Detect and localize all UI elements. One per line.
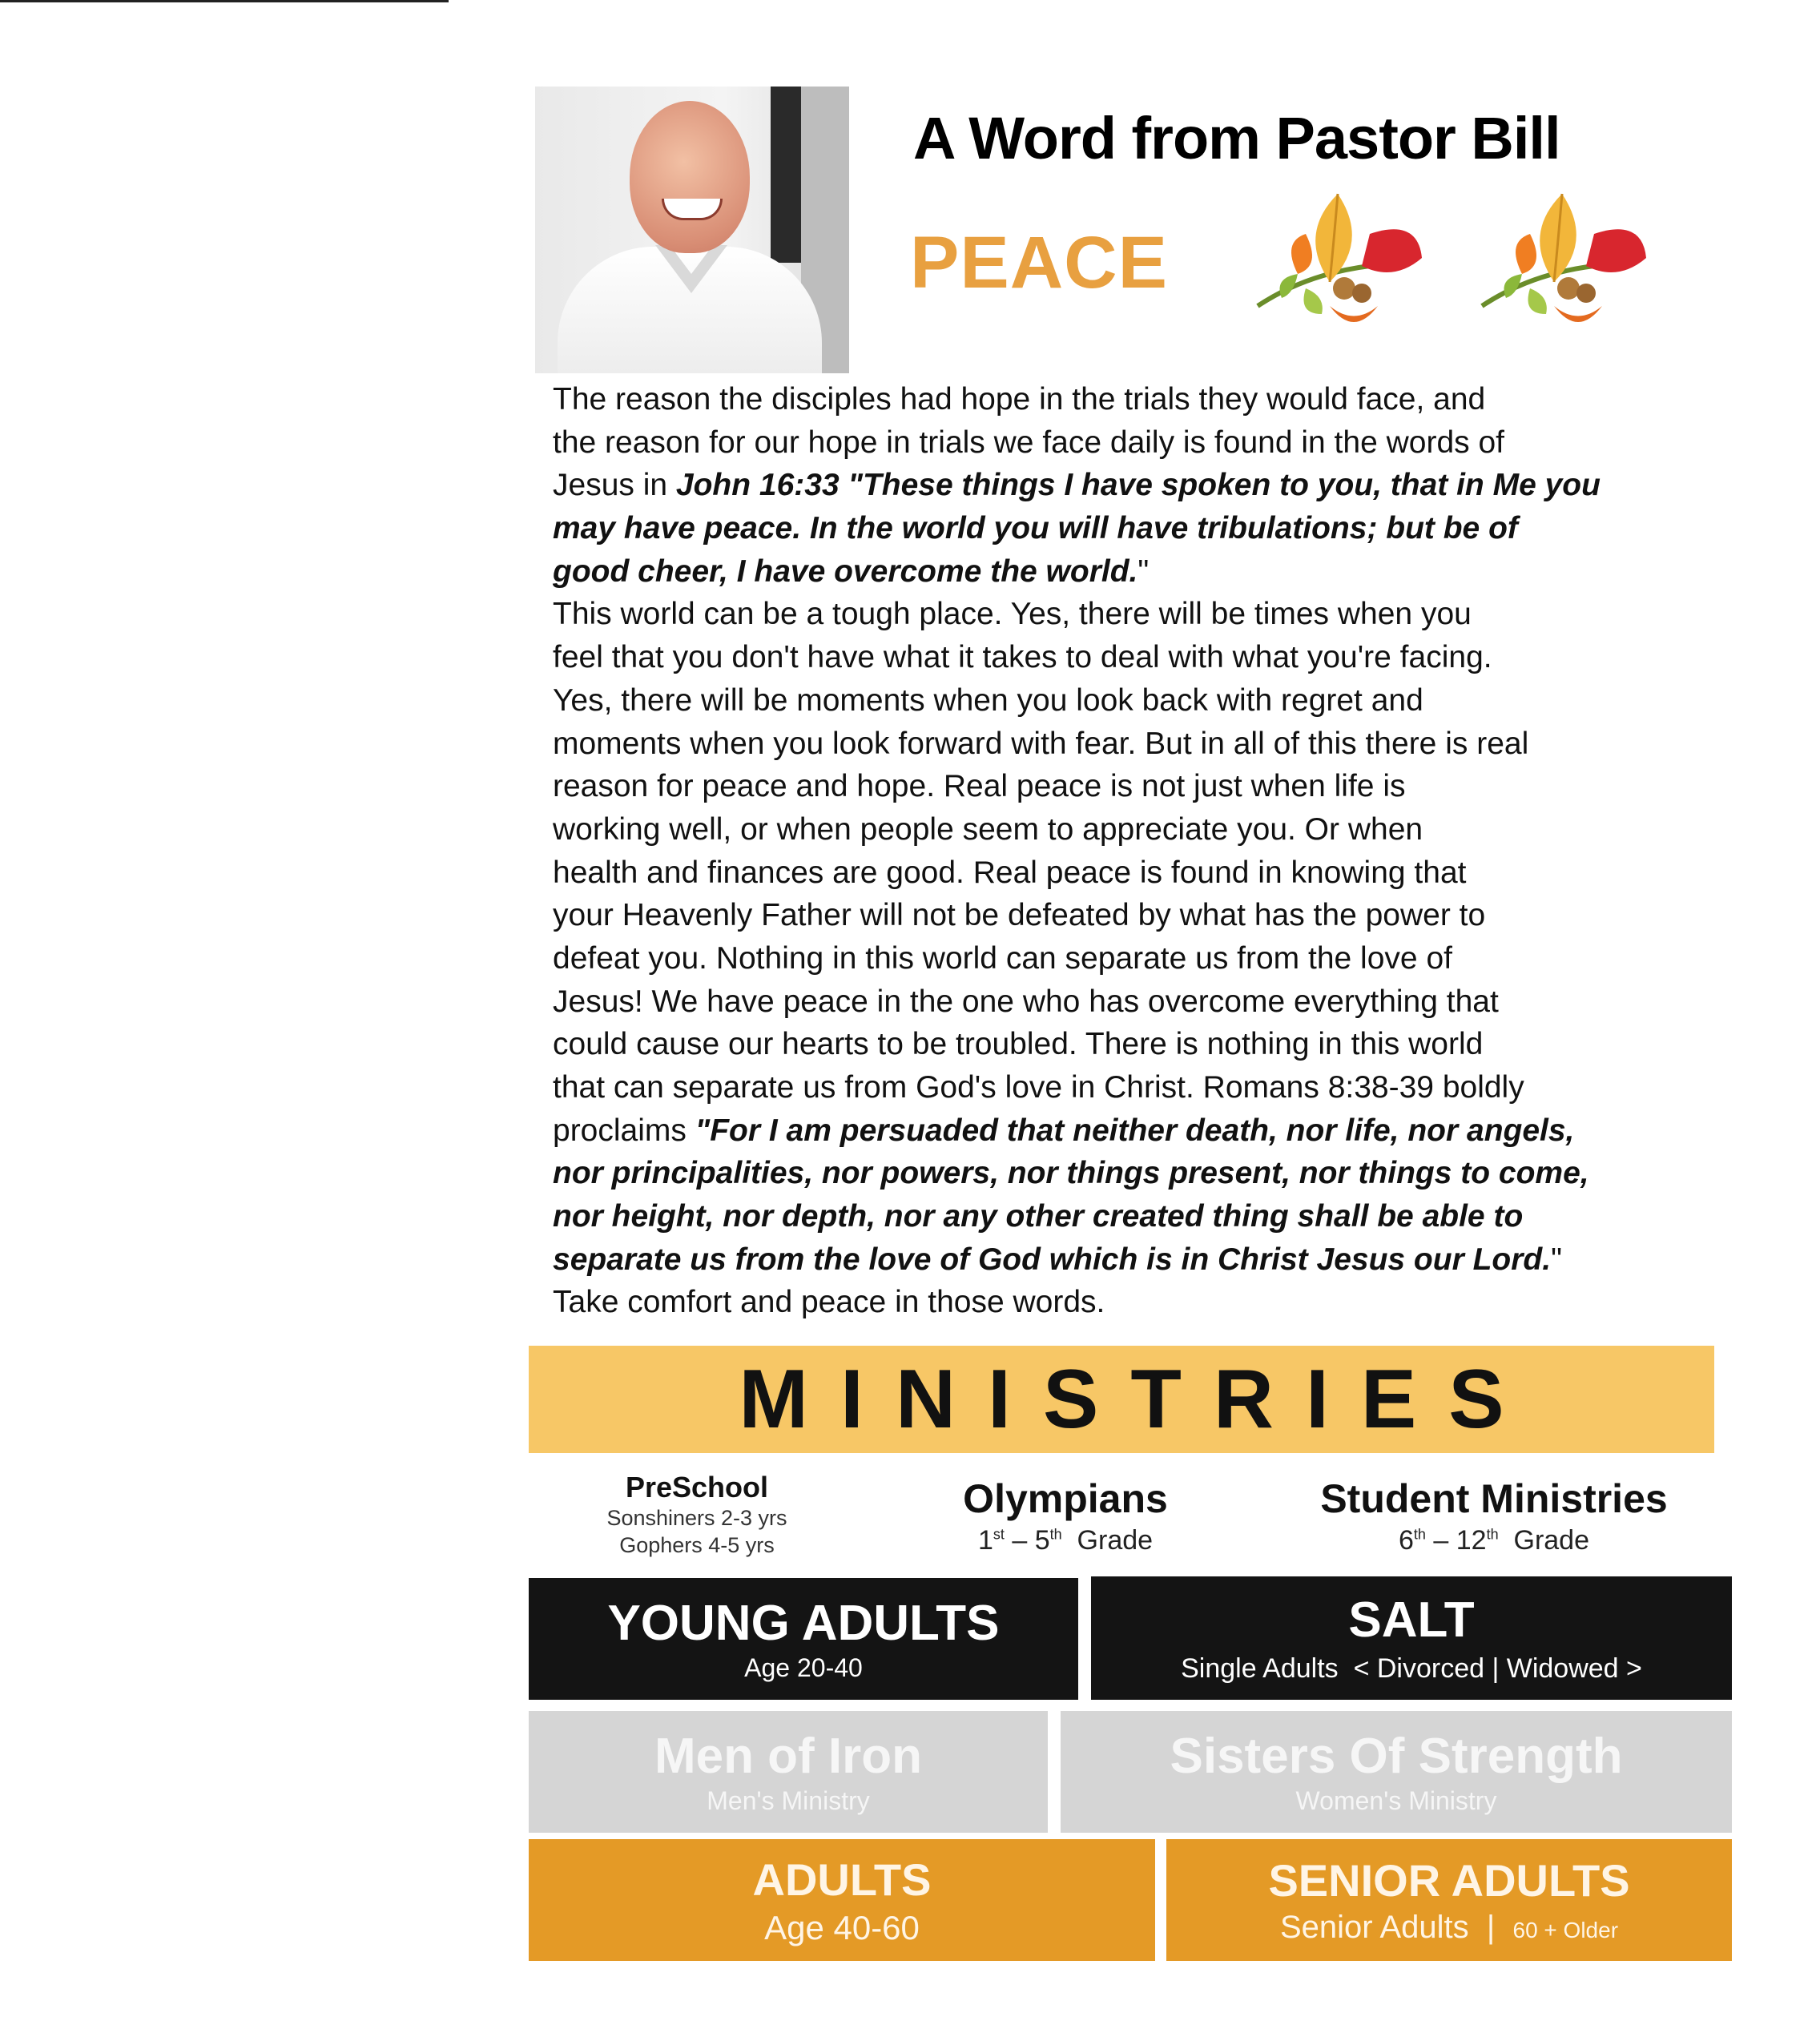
body-line: feel that you don't have what it takes to deal with what you're facing. — [553, 640, 1492, 675]
young-adults-title: YOUNG ADULTS — [607, 1596, 1000, 1651]
sisters-of-strength-box — [1061, 1711, 1732, 1833]
young-adults-sub: Age 20-40 — [744, 1653, 863, 1682]
preschool-line1: Sonshiners 2-3 yrs — [606, 1506, 787, 1530]
preschool-block — [577, 1471, 817, 1559]
body-line: The reason the disciples had hope in the trials they would face, and — [553, 382, 1486, 417]
salt-box — [1091, 1576, 1732, 1700]
body-line: working well, or when people seem to appreciate you. Or when — [553, 811, 1423, 847]
body-line: that can separate us from God's love in Christ. Romans 8:38-39 boldly — [553, 1070, 1524, 1105]
body-line: This world can be a tough place. Yes, there will be times when you — [553, 597, 1472, 632]
adults-box — [529, 1839, 1155, 1961]
senior-title: SENIOR ADULTS — [1268, 1855, 1630, 1906]
body-line: health and finances are good. Real peace is found in knowing that — [553, 855, 1467, 890]
senior-sub: Senior Adults | 60 + Older — [1279, 1910, 1619, 1945]
autumn-leaves-icon — [1474, 186, 1658, 338]
body-line: moments when you look forward with fear. But in all of this there is real — [553, 726, 1529, 761]
body-line: Take comfort and peace in those words. — [553, 1285, 1105, 1320]
body-line: may have peace. In the world you will have tribulations; but be of — [553, 511, 1518, 546]
body-line: good cheer, I have overcome the world." — [553, 554, 1150, 589]
pastor-photo — [535, 87, 849, 373]
body-line: Jesus in John 16:33 "These things I have spoken to you, that in Me you — [553, 468, 1601, 503]
men-sub: Men's Ministry — [707, 1786, 870, 1815]
men-title: Men of Iron — [654, 1729, 923, 1784]
body-line: could cause our hearts to be troubled. There is nothing in this world — [553, 1027, 1484, 1062]
autumn-leaves-icon — [1250, 186, 1434, 338]
body-line: Yes, there will be moments when you look back with regret and — [553, 682, 1423, 718]
men-of-iron-box — [529, 1711, 1048, 1833]
olympians-grade: 1st – 5th Grade — [977, 1525, 1154, 1556]
sisters-title: Sisters Of Strength — [1170, 1729, 1623, 1784]
student-ministries-block — [1274, 1475, 1714, 1556]
body-line: reason for peace and hope. Real peace is not just when life is — [553, 769, 1406, 804]
preschool-title: PreSchool — [625, 1471, 769, 1504]
student-grade: 6th – 12th Grade — [1399, 1525, 1589, 1556]
adults-sub: Age 40-60 — [764, 1908, 920, 1946]
body-line: proclaims "For I am persuaded that neither death, nor life, nor angels, — [553, 1113, 1575, 1148]
article-body — [553, 378, 1746, 1324]
body-line: nor principalities, nor powers, nor things present, nor things to come, — [553, 1156, 1589, 1191]
student-title: Student Ministries — [1320, 1476, 1668, 1521]
olympians-title: Olympians — [963, 1476, 1168, 1521]
body-line: the reason for our hope in trials we face daily is found in the words of — [553, 425, 1504, 460]
sisters-sub: Women's Ministry — [1295, 1786, 1497, 1815]
senior-adults-box — [1166, 1839, 1732, 1961]
ministries-youth-row — [529, 1466, 1714, 1570]
article-subtitle: PEACE — [910, 222, 1168, 304]
preschool-line2: Gophers 4-5 yrs — [619, 1533, 775, 1557]
ministries-banner — [529, 1346, 1714, 1453]
salt-sub: Single Adults < Divorced | Widowed > — [1181, 1653, 1642, 1684]
body-line: your Heavenly Father will not be defeated by what has the power to — [553, 898, 1486, 933]
body-line: separate us from the love of God which is in Christ Jesus our Lord." — [553, 1242, 1562, 1277]
ministries-heading: MINISTRIES — [739, 1352, 1536, 1446]
body-line: defeat you. Nothing in this world can separate us from the love of — [553, 940, 1452, 976]
olympians-block — [905, 1475, 1226, 1556]
salt-title: SALT — [1348, 1592, 1475, 1648]
adults-title: ADULTS — [752, 1854, 932, 1905]
article-title: A Word from Pastor Bill — [913, 105, 1560, 171]
young-adults-box — [529, 1578, 1078, 1700]
body-line: Jesus! We have peace in the one who has overcome everything that — [553, 984, 1499, 1019]
body-line: nor height, nor depth, nor any other created thing shall be able to — [553, 1199, 1524, 1234]
scan-edge-line — [0, 0, 449, 2]
